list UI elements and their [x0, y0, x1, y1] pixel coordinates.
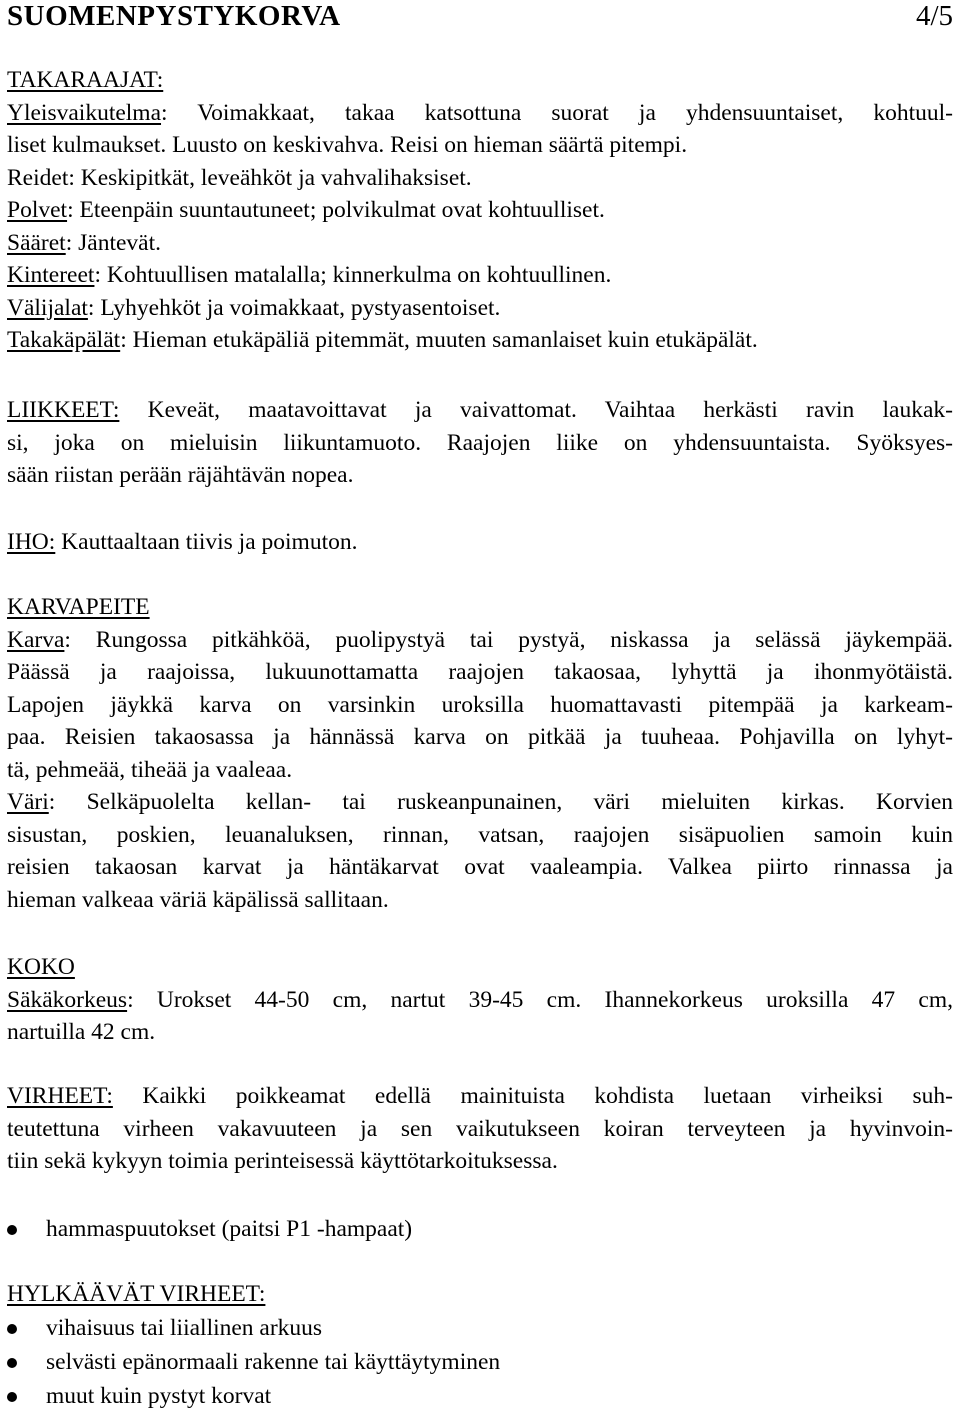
list-item: selvästi epänormaali rakenne tai käyttäytyminen: [7, 1345, 953, 1379]
paragraph-line: tä, pehmeää, tiheää ja vaaleaa.: [7, 756, 293, 783]
text-virheet: Kaikki poikkeamat edellä mainituista kohdista luetaan virheiksi suh-: [112, 1083, 953, 1109]
section-virheet: [7, 1080, 953, 1178]
list-item: hammaspuutokset (paitsi P1 -hampaat): [7, 1212, 953, 1246]
paragraph-line: Päässä ja raajoissa, lukuunottamatta raajojen takaosaa, lyhyttä ja ihonmyötäistä.: [7, 659, 953, 685]
term-takakapalat: Takakäpälät: [7, 327, 121, 353]
page-header: [7, 0, 953, 40]
term-sakakorkeus: Säkäkorkeus: [7, 986, 128, 1013]
paragraph-line: sään riistan perään räjähtävän nopea.: [7, 462, 354, 488]
paragraph-line: liset kulmaukset. Luusto on keskivahva. Reisi on hieman säärtä pitempi.: [7, 132, 688, 158]
term-kintereet: Kintereet: [7, 262, 95, 288]
paragraph-line: reisien takaosan karvat ja häntäkarvat ovat vaaleampia. Valkea piirto rinnassa ja: [7, 854, 953, 880]
text-iho: Kauttaaltaan tiivis ja poimuton.: [55, 529, 358, 555]
paragraph-line: nartuilla 42 cm.: [7, 1019, 156, 1045]
section-heading-hylkaavat: HYLKÄÄVÄT VIRHEET:: [7, 1281, 266, 1307]
text-saaret: : Jäntevät.: [65, 229, 161, 256]
virheet-list: [7, 1212, 953, 1246]
list-item: vihaisuus tai liiallinen arkuus: [7, 1311, 953, 1345]
list-item: muut kuin pystyt korvat: [7, 1379, 953, 1413]
section-heading-takaraajat: TAKARAAJAT:: [7, 67, 164, 93]
paragraph-line: teutettuna virheen vakavuuteen ja sen vaikutukseen koiran terveyteen ja hyvinvoin-: [7, 1115, 953, 1142]
paragraph-line: sisustan, poskien, leuanaluksen, rinnan, vatsan, raajojen sisäpuolien samoin kuin: [7, 821, 953, 848]
text-sakakorkeus: : Urokset 44-50 cm, nartut 39-45 cm. Ihannekorkeus uroksilla 47 cm,: [127, 986, 953, 1013]
text-liikkeet: Keveät, maatavoittavat ja vaivattomat. Vaihtaa herkästi ravin laukak-: [119, 397, 953, 423]
text-polvet: : Eteenpäin suuntautuneet; polvikulmat ovat kohtuulliset.: [67, 197, 605, 223]
section-heading-karvapeite: KARVAPEITE: [7, 594, 150, 620]
text-valijalat: : Lyhyehköt ja voimakkaat, pystyasentoiset.: [87, 294, 501, 321]
text-kintereet: : Kohtuullisen matalalla; kinnerkulma on kohtuullinen.: [94, 262, 612, 288]
term-karva: Karva: [7, 626, 65, 653]
section-heading-koko: KOKO: [7, 954, 75, 980]
text-karva: : Rungossa pitkähköä, puolipystyä tai pystyä, niskassa ja selässä jäykempää.: [64, 626, 953, 653]
section-heading-virheet: VIRHEET:: [7, 1083, 113, 1109]
paragraph-line: Lapojen jäykkä karva on varsinkin uroksilla huomattavasti pitempää ja karkeam-: [7, 691, 953, 718]
term-saaret: Sääret: [7, 229, 66, 256]
section-takaraajat: [7, 64, 953, 357]
text-yleisvaikutelma: : Voimakkaat, takaa katsottuna suorat ja yhdensuuntaiset, kohtuul-: [161, 99, 953, 126]
paragraph-line: hieman valkeaa väriä käpälissä sallitaan.: [7, 886, 389, 913]
paragraph-line: paa. Reisien takaosassa ja hännässä karva on pitkää ja tuuheaa. Pohjavilla on lyhyt-: [7, 724, 953, 750]
section-heading-iho: IHO:: [7, 529, 56, 555]
paragraph-line: tiin sekä kykyyn toimia perinteisessä käyttötarkoituksessa.: [7, 1148, 558, 1174]
term-vari: Väri: [7, 789, 49, 815]
section-koko: [7, 951, 953, 1049]
term-valijalat: Välijalat: [7, 294, 88, 321]
section-liikkeet: [7, 394, 953, 492]
document-page: [7, 0, 953, 1409]
paragraph-line: si, joka on mieluisin liikuntamuoto. Raajojen liike on yhdensuuntaista. Syöksyes-: [7, 429, 953, 456]
text-takakapalat: : Hieman etukäpäliä pitemmät, muuten samanlaiset kuin etukäpälät.: [120, 327, 758, 353]
term-yleisvaikutelma: Yleisvaikutelma: [7, 99, 162, 126]
paragraph-line: Reidet: Keskipitkät, leveähköt ja vahvalihaksiset.: [7, 164, 472, 191]
section-hylkaavat: [7, 1278, 953, 1413]
document-title: SUOMENPYSTYKORVA: [7, 0, 341, 32]
section-iho: [7, 526, 953, 559]
term-polvet: Polvet: [7, 197, 68, 223]
section-karvapeite: [7, 591, 953, 916]
text-vari: : Selkäpuolelta kellan- tai ruskeanpunainen, väri mieluiten kirkas. Korvien: [48, 789, 953, 815]
page-number: 4/5: [915, 0, 953, 32]
section-heading-liikkeet: LIIKKEET:: [7, 397, 120, 423]
